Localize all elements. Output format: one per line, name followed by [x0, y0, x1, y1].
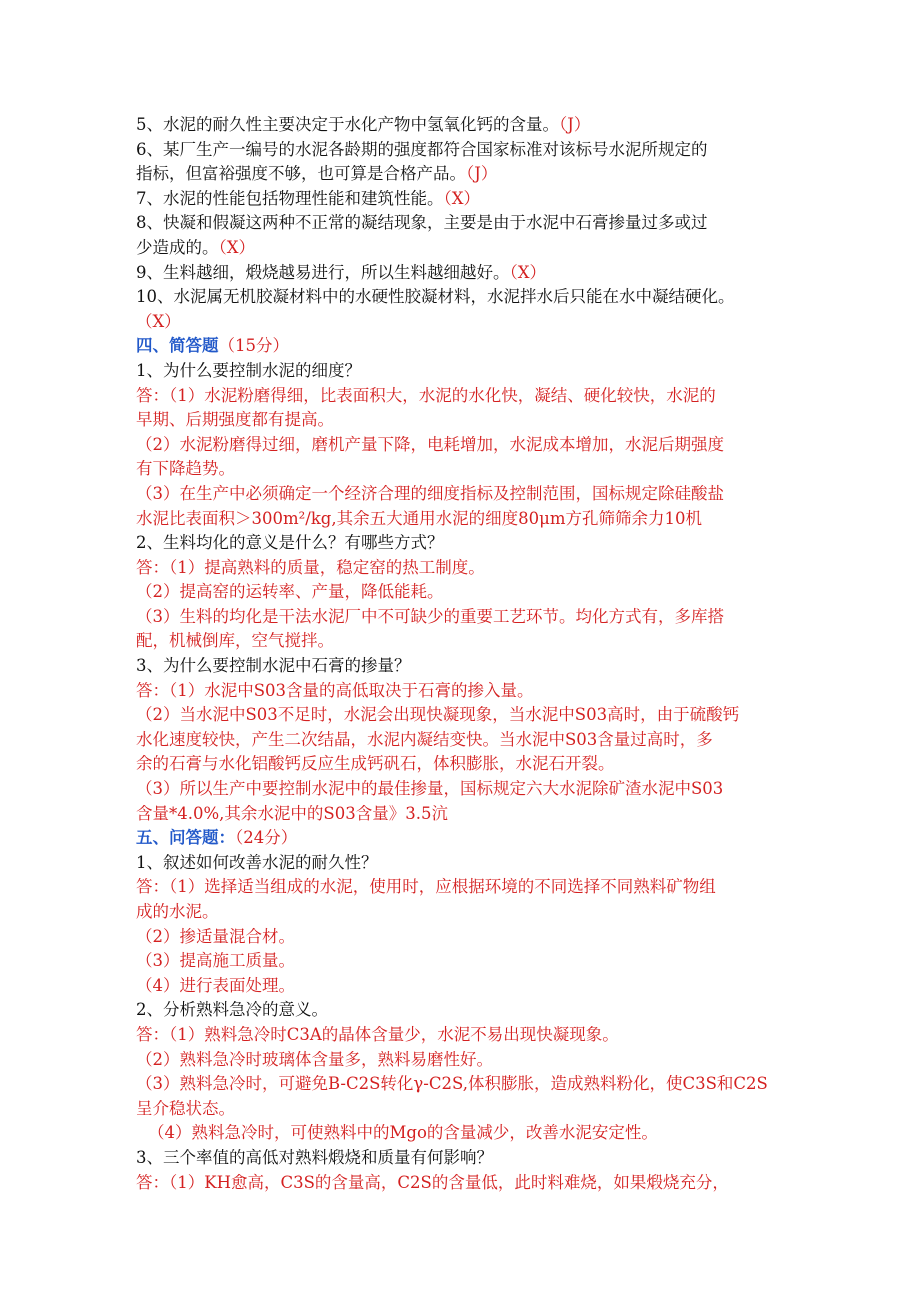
tf-item-8-line2: 少造成的。（X） — [136, 237, 255, 257]
tf-mark-6: （J） — [466, 164, 498, 184]
s4-q3-question: 3、为什么要控制水泥中石膏的掺量？ — [136, 656, 411, 676]
section5-heading — [136, 826, 786, 851]
section5-title: 五、问答题： — [136, 828, 235, 848]
tf-mark-7: （X） — [443, 188, 480, 208]
tf-mark-9: （X） — [509, 262, 546, 282]
tf-item-8-line1: 8、快凝和假凝这两种不正常的凝结现象，主要是由于水泥中石膏掺量过多或过 — [136, 213, 708, 233]
s4-q1-answer2-line1: （2）水泥粉磨得过细，磨机产量下降，电耗增加，水泥成本增加，水泥后期强度 — [136, 434, 724, 454]
tf-item-7: 7、水泥的性能包括物理性能和建筑性能。（X） — [136, 188, 480, 208]
s4-q1-answer1-line2: 早期、后期强度都有提高。 — [136, 410, 334, 430]
s4-q2-answer1: 答：（1）提高熟料的质量，稳定窑的热工制度。 — [136, 557, 485, 577]
s4-q3-answer3-line1: （3）所以生产中要控制水泥中的最佳掺量，国标规定六大水泥除矿渣水泥中S03 — [136, 779, 724, 799]
s5-q2-question: 2、分析熟料急冷的意义。 — [136, 1000, 328, 1020]
tf-mark-8: （X） — [218, 237, 255, 257]
s5-q1-answer1-line2: 成的水泥。 — [136, 902, 219, 921]
s5-q1-answer2: （2）掺适量混合材。 — [136, 926, 295, 946]
s5-q1-answer4: （4）进行表面处理。 — [136, 975, 295, 995]
s5-q2-answer3-line1: （3）熟料急冷时，可避免B-C2S转化γ-C2S,体积膨胀，造成熟料粉化，使C3S和C2S — [136, 1074, 768, 1094]
s4-q2-answer2: （2）提高窑的运转率、产量，降低能耗。 — [136, 582, 444, 602]
s5-q2-answer4: （4）熟料急冷时，可使熟料中的Mgo的含量减少，改善水泥安定性。 — [148, 1123, 658, 1143]
s4-q3-answer1: 答：（1）水泥中S03含量的高低取决于石膏的掺入量。 — [136, 680, 534, 700]
s5-q2-answer1: 答：（1）熟料急冷时C3A的晶体含量少，水泥不易出现快凝现象。 — [136, 1024, 619, 1044]
tf-item-5: 5、水泥的耐久性主要决定于水化产物中氢氧化钙的含量。（J） — [136, 115, 591, 134]
s5-q3-question: 3、三个率值的高低对熟料煅烧和质量有何影响？ — [136, 1147, 493, 1167]
s4-q2-answer3-line1: （3）生料的均化是干法水泥厂中不可缺少的重要工艺环节。均化方式有，多库搭 — [136, 606, 724, 626]
s4-q1-answer1-line1: 答：（1）水泥粉磨得细，比表面积大，水泥的水化快，凝结、硬化较快，水泥的 — [136, 385, 716, 405]
s5-q1-answer1-line1: 答：（1）选择适当组成的水泥，使用时，应根据环境的不同选择不同熟料矿物组 — [136, 877, 716, 897]
tf-item-9: 9、生料越细，煅烧越易进行，所以生料越细越好。（X） — [136, 262, 546, 282]
s5-q2-answer3-line2: 呈介稳状态。 — [136, 1098, 235, 1118]
tf-item-6-line1: 6、某厂生产一编号的水泥各龄期的强度都符合国家标准对该标号水泥所规定的 — [136, 139, 708, 159]
s4-q3-answer3-line2: 含量*4.0%,其余水泥中的S03含量》3.5沆 — [136, 803, 448, 823]
tf-item-10-line1: 10、水泥属无机胶凝材料中的水硬性胶凝材料，水泥拌水后只能在水中凝结硬化。 — [136, 287, 735, 307]
tf-item-6-line2: 指标，但富裕强度不够，也可算是合格产品。（J） — [136, 164, 498, 184]
s4-q1-answer3-line1: （3）在生产中必须确定一个经济合理的细度指标及控制范围，国标规定除硅酸盐 — [136, 483, 724, 503]
s4-q1-question: 1、为什么要控制水泥的细度？ — [136, 360, 361, 380]
s4-q3-answer2-line2: 水化速度较快，产生二次结晶，水泥内凝结变快。当水泥中S03含量过高时，多 — [136, 729, 713, 749]
s4-q2-question: 2、生料均化的意义是什么？有哪些方式？ — [136, 533, 444, 553]
section5-score: （24分） — [235, 828, 298, 848]
tf-mark-10: （X） — [136, 311, 181, 331]
s5-q1-question: 1、叙述如何改善水泥的耐久性？ — [136, 852, 378, 872]
section4-heading — [136, 334, 786, 359]
document-page — [136, 113, 786, 1195]
s4-q2-answer3-line2: 配，机械倒库，空气搅拌。 — [136, 631, 334, 651]
tf-mark-5: （J） — [559, 115, 591, 134]
s4-q3-answer2-line3: 余的石膏与水化铝酸钙反应生成钙矾石，体积膨胀，水泥石开裂。 — [136, 754, 615, 774]
section4-title: 四、简答题 — [136, 336, 219, 356]
s4-q3-answer2-line1: （2）当水泥中S03不足时，水泥会出现快凝现象，当水泥中S03高时，由于硫酸钙 — [136, 705, 740, 725]
s4-q1-answer2-line2: 有下降趋势。 — [136, 459, 235, 479]
s5-q1-answer3: （3）提高施工质量。 — [136, 951, 295, 971]
s5-q3-answer1: 答：（1）KH愈高，C3S的含量高，C2S的含量低，此时料难烧，如果煅烧充分， — [136, 1172, 729, 1192]
section4-score: （15分） — [218, 336, 289, 356]
s4-q1-answer3-line2: 水泥比表面积＞300m²/kg,其余五大通用水泥的细度80μm方孔筛筛余力10机 — [136, 508, 702, 528]
s5-q2-answer2: （2）熟料急冷时玻璃体含量多，熟料易磨性好。 — [136, 1049, 493, 1069]
